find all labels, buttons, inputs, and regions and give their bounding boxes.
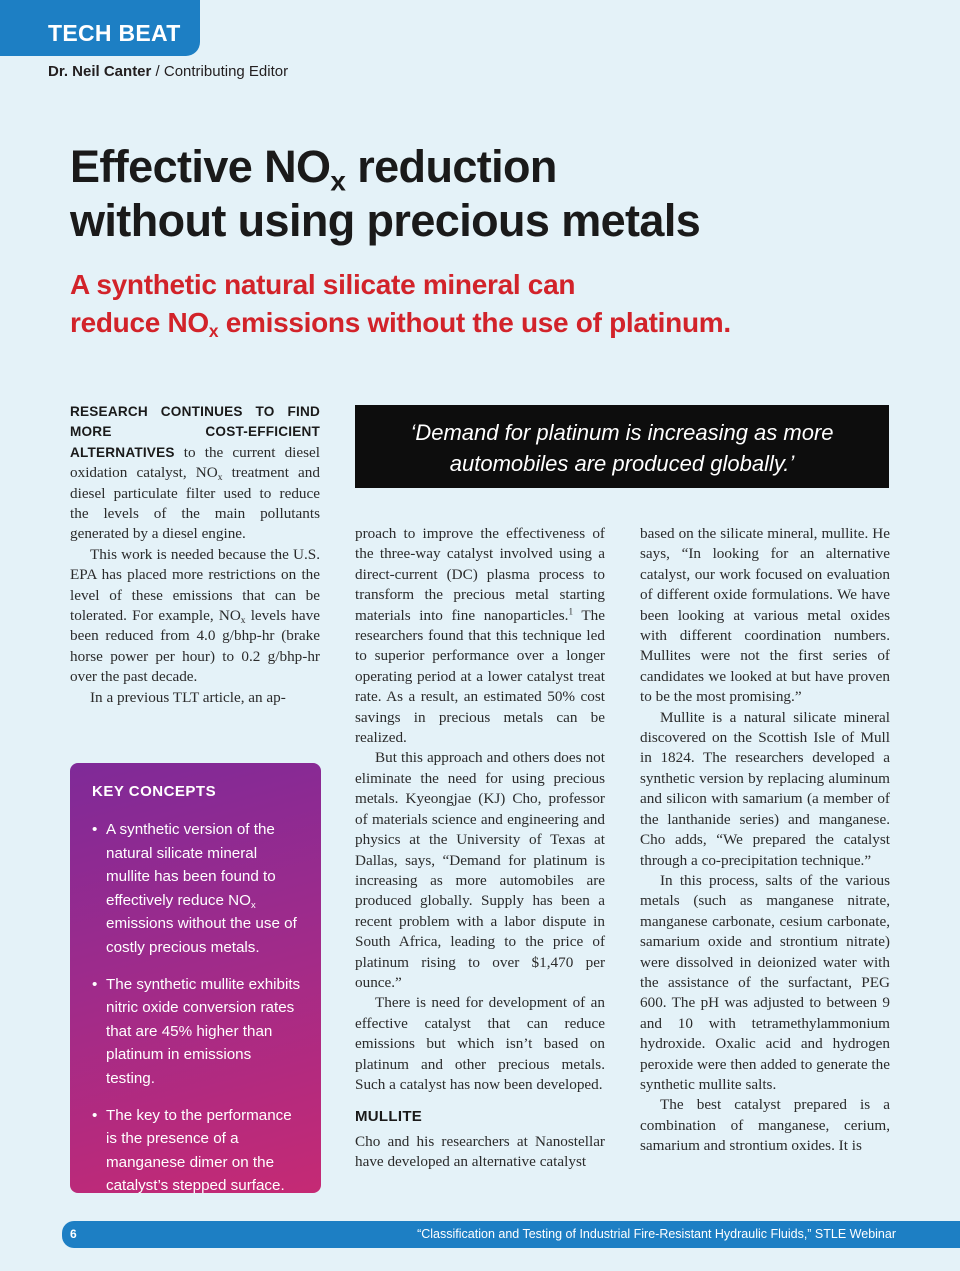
section-tab <box>0 0 200 56</box>
headline-subscript: x <box>330 165 346 197</box>
footer-bar <box>62 1221 960 1248</box>
intro-text-a: to the current diesel oxidation catalyst, NO <box>70 443 320 482</box>
headline-line1-end: reduction <box>345 141 557 192</box>
key-concept-item <box>92 818 303 960</box>
author-name: Dr. Neil Canter <box>48 63 152 80</box>
key-concept-item: • The synthetic mullite exhibits nitric oxide conversion rates that are 45% higher than platinum in emissions testing. <box>92 973 303 1091</box>
key-concept-item: • The key to the performance is the presence of a manganese dimer on the catalyst’s stepped surface. <box>92 1104 303 1198</box>
subhead-mullite: MULLITE <box>355 1108 423 1126</box>
lead-in: RESEARCH CONTINUES TO FIND MORE COST-EFFICIENT ALTERNATIVES <box>70 404 320 460</box>
key-concepts-title: KEY CONCEPTS <box>92 783 217 800</box>
key-concept-text: emissions without the use of costly precious metals. <box>106 915 297 956</box>
intro-subscript: x <box>217 473 223 484</box>
headline <box>70 140 910 248</box>
key-concept-text: reduce NO <box>177 891 251 909</box>
section-label: TECH BEAT <box>48 20 181 46</box>
deck-subscript: x <box>208 321 219 342</box>
headline-line1-start: Effective NO <box>70 141 331 192</box>
paragraph: In a previous TLT article, an ap- <box>90 688 286 706</box>
headline-line2: without using precious metals <box>70 195 701 246</box>
paragraph: Cho and his researchers at Nanostellar have developed an alternative catalyst <box>355 1132 605 1171</box>
byline <box>48 63 288 80</box>
page-number: 6 <box>70 1227 77 1241</box>
key-concepts-list <box>92 818 303 1198</box>
paragraph: In this process, salts of the various metals (such as manganese nitrate, manganese carbonate, cesium carbonate, samarium oxide and strontium nitrate) were dissolved in deionized water with the assistance of the surfactant, PEG 600. The pH was adjusted to between 9 and 10 with tetramethylammonium hydroxide. Oxalic acid and hydrogen peroxide were then added to generate the synthetic mullite salts. <box>640 871 890 1093</box>
p2-text-b: levels have been reduced from 4.0 g/bhp-hr (brake horse power per hour) to 0.2 g/bhp-hr over the past decade. <box>70 607 320 686</box>
p-text-a: proach to improve the effectiveness of the three-way catalyst involved using a direct-current (DC) plasma process to transform the precious metal starting materials into fine nanoparticles. <box>355 525 605 624</box>
author-role: / Contributing Editor <box>151 63 289 80</box>
key-concept-text: A synthetic version of the natural silicate mineral mullite has been found to effectively <box>106 821 276 909</box>
deck-line1: A synthetic natural silicate mineral can <box>70 269 576 300</box>
column-3 <box>640 524 890 1157</box>
intro-paragraph <box>70 402 320 545</box>
key-concept-subscript: x <box>250 898 256 910</box>
paragraph: There is need for development of an effective catalyst that can reduce emissions but which isn’t based on platinum and other precious metals. Such a catalyst has now been developed. <box>355 994 605 1093</box>
pull-quote: ‘Demand for platinum is increasing as more automobiles are produced globally.’ <box>355 405 889 488</box>
intro-text-b: treatment and diesel particulate filter used to reduce the levels of the main pollutants generated by a diesel engine. <box>70 464 320 543</box>
paragraph: The best catalyst prepared is a combination of manganese, cerium, samarium and strontium oxides. It is <box>640 1096 890 1155</box>
p-text-b: The researchers found that this technique led to superior performance over a longer operating period at a lower catalyst treat rate. As a result, an estimated 50% cost savings in precious metals can be realized. <box>355 606 605 747</box>
deck <box>70 266 910 342</box>
deck-line2-end: emissions without the use of platinum. <box>218 307 731 338</box>
footnote-ref: 1 <box>568 606 574 617</box>
p2-text-a: This work is needed because the U.S. EPA has placed more restrictions on the level of these emissions that can be tolerated. For example, NO <box>70 545 320 625</box>
key-concepts-box <box>70 763 321 1193</box>
paragraph <box>355 524 605 748</box>
paragraph: Mullite is a natural silicate mineral discovered on the Scottish Isle of Mull in 1824. The researchers developed a synthetic version by replacing aluminum and silicon with samarium (a member of the lanthanide series) and manganese. Cho adds, “We prepared the catalyst through a co-precipitation technique.” <box>640 708 890 869</box>
deck-line2-start: reduce NO <box>70 307 209 338</box>
paragraph: based on the silicate mineral, mullite. He says, “In looking for an alternative catalyst, our work focused on evaluation of different oxide formulations. We have been looking at various metal oxides with different coordination numbers. Mullites were not the first series of candidates we looked at but have proven to be the most promising.” <box>640 525 890 706</box>
paragraph: But this approach and others does not eliminate the need for using precious metals. Kyeongjae (KJ) Cho, professor of materials science and engineering and physics at the University of Texas at Dallas, says, “Demand for platinum is increasing as more automobiles are produced globally. Supply has been a recent problem with a labor dispute in South Africa, leading to the price of platinum rising to over $1,470 per ounce.” <box>355 749 605 991</box>
column-2 <box>355 524 605 1173</box>
paragraph <box>70 545 320 688</box>
p2-subscript: x <box>240 615 246 626</box>
webinar-promo-link[interactable]: “Classification and Testing of Industrial Fire-Resistant Hydraulic Fluids,” STLE Webinar <box>417 1227 896 1241</box>
column-1 <box>70 402 320 708</box>
